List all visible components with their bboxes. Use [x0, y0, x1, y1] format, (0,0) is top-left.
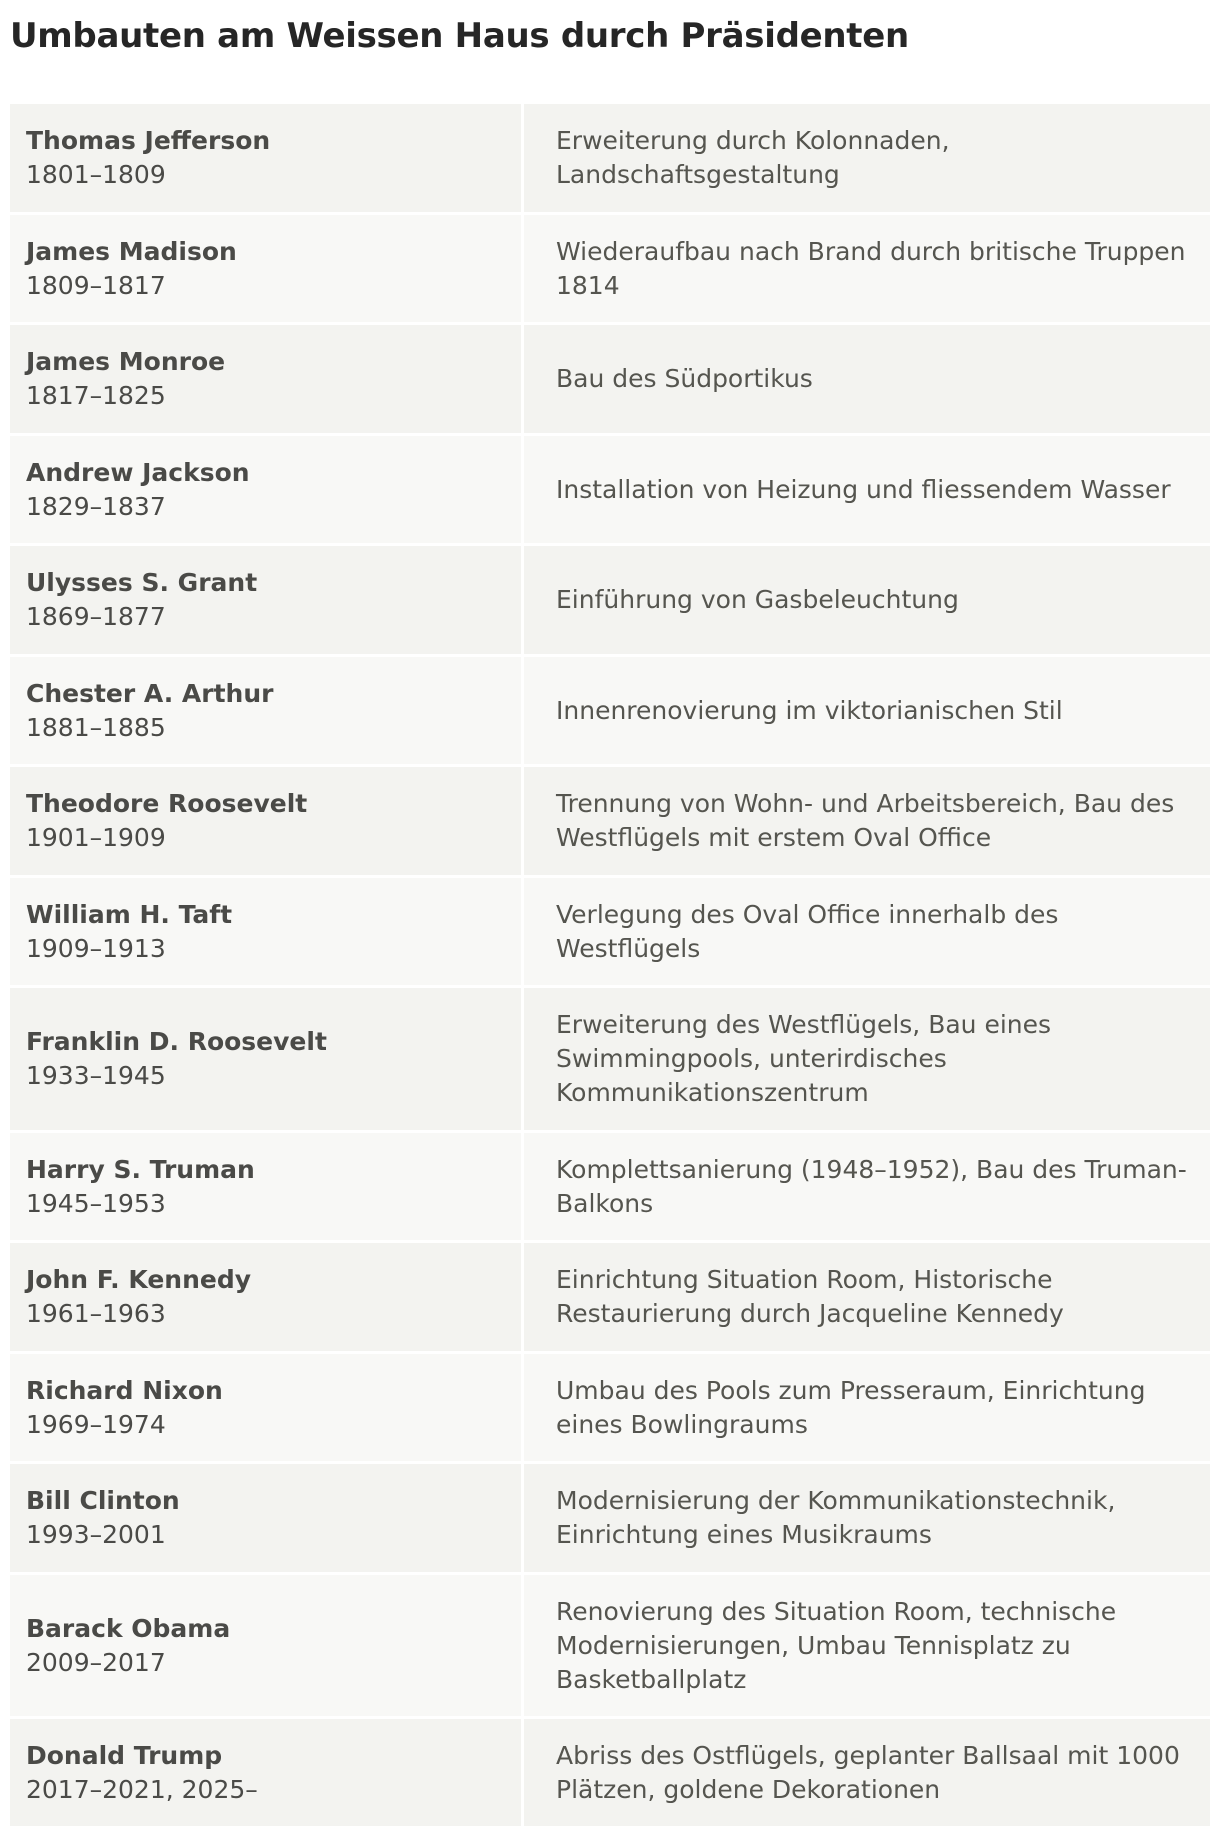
president-name: James Madison: [26, 236, 237, 266]
table-row: [10, 104, 1210, 215]
term-of-office: 2017–2021, 2025–: [26, 1774, 258, 1804]
president-cell: [10, 767, 524, 875]
president-name: William H. Taft: [26, 899, 233, 929]
president-name: Bill Clinton: [26, 1486, 180, 1515]
renovation-cell: [524, 1243, 1210, 1351]
renovation-description: Trennung von Wohn- und Arbeitsbereich, Bau des Westflügels mit erstem Oval Office: [556, 789, 1175, 852]
president-name: Barack Obama: [26, 1613, 231, 1643]
table-row: [10, 988, 1210, 1133]
renovation-description: Verlegung des Oval Office innerhalb des Westflügels: [556, 899, 1059, 963]
table-row: [10, 767, 1210, 878]
president-cell: [10, 546, 524, 654]
table-row: [10, 1719, 1210, 1829]
table-title: Umbauten am Weissen Haus durch Präsidenten: [10, 16, 909, 56]
renovation-cell: [524, 988, 1210, 1130]
renovation-cell: [524, 1575, 1210, 1716]
president-cell: [10, 1243, 524, 1351]
term-of-office: 1961–1963: [26, 1299, 166, 1328]
renovation-cell: [524, 215, 1210, 322]
president-name: Harry S. Truman: [26, 1154, 255, 1184]
renovation-description: Innenrenovierung im viktorianischen Stil: [556, 695, 1063, 725]
term-of-office: 1909–1913: [26, 933, 166, 963]
renovation-cell: [524, 1354, 1210, 1461]
table-row: [10, 436, 1210, 546]
term-of-office: 1945–1953: [26, 1188, 166, 1218]
renovation-description: Umbau des Pools zum Presseraum, Einrichtung eines Bowlingraums: [556, 1375, 1146, 1439]
renovation-description: Erweiterung des Westflügels, Bau eines Swimmingpools, unterirdisches Kommunikationszentrum: [556, 1010, 1052, 1107]
renovation-cell: [524, 325, 1210, 433]
table-row: [10, 215, 1210, 325]
renovation-cell: [524, 436, 1210, 543]
president-cell: [10, 325, 524, 433]
president-cell: [10, 1464, 524, 1572]
president-cell: [10, 657, 524, 764]
renovation-description: Komplettsanierung (1948–1952), Bau des Truman-Balkons: [556, 1154, 1187, 1218]
president-name: John F. Kennedy: [26, 1265, 252, 1294]
term-of-office: 1829–1837: [26, 491, 166, 521]
renovation-description: Abriss des Ostflügels, geplanter Ballsaal mit 1000 Plätzen, goldene Dekorationen: [556, 1740, 1180, 1804]
president-cell: [10, 1719, 524, 1826]
table-row: [10, 878, 1210, 988]
president-name: Theodore Roosevelt: [26, 789, 308, 818]
president-name: Donald Trump: [26, 1740, 223, 1770]
table-row: [10, 657, 1210, 767]
renovation-description: Einrichtung Situation Room, Historische Restaurierung durch Jacqueline Kennedy: [556, 1265, 1064, 1328]
table-row: [10, 546, 1210, 657]
president-name: Thomas Jefferson: [26, 126, 271, 155]
renovation-cell: [524, 657, 1210, 764]
renovation-cell: [524, 104, 1210, 212]
renovation-description: Einführung von Gasbeleuchtung: [556, 585, 959, 614]
term-of-office: 1801–1809: [26, 160, 166, 189]
president-name: Ulysses S. Grant: [26, 568, 258, 597]
renovation-description: Erweiterung durch Kolonnaden, Landschaftsgestaltung: [556, 126, 950, 189]
table-row: [10, 325, 1210, 436]
term-of-office: 1869–1877: [26, 602, 166, 631]
renovations-table: [10, 104, 1210, 1829]
table-row: [10, 1133, 1210, 1243]
president-cell: [10, 104, 524, 212]
table-row: [10, 1575, 1210, 1719]
president-name: Andrew Jackson: [26, 457, 250, 487]
table-row: [10, 1354, 1210, 1464]
renovation-description: Wiederaufbau nach Brand durch britische Truppen 1814: [556, 236, 1186, 300]
term-of-office: 1993–2001: [26, 1520, 166, 1549]
president-cell: [10, 436, 524, 543]
president-cell: [10, 878, 524, 985]
term-of-office: 1901–1909: [26, 823, 166, 852]
renovation-cell: [524, 1464, 1210, 1572]
table-row: [10, 1243, 1210, 1354]
renovation-cell: [524, 546, 1210, 654]
term-of-office: 1933–1945: [26, 1061, 166, 1090]
renovation-cell: [524, 1133, 1210, 1240]
renovation-cell: [524, 767, 1210, 875]
president-cell: [10, 1354, 524, 1461]
renovation-description: Installation von Heizung und fliessendem Wasser: [556, 474, 1171, 504]
renovation-description: Renovierung des Situation Room, technische Modernisierungen, Umbau Tennisplatz zu Basketballplatz: [556, 1596, 1117, 1694]
term-of-office: 1817–1825: [26, 381, 166, 410]
term-of-office: 1881–1885: [26, 712, 166, 742]
president-cell: [10, 215, 524, 322]
president-cell: [10, 1133, 524, 1240]
president-name: James Monroe: [26, 347, 226, 376]
renovation-description: Bau des Südportikus: [556, 364, 813, 393]
president-name: Chester A. Arthur: [26, 678, 274, 708]
president-cell: [10, 988, 524, 1130]
term-of-office: 1809–1817: [26, 270, 166, 300]
term-of-office: 2009–2017: [26, 1647, 166, 1677]
president-name: Richard Nixon: [26, 1375, 223, 1405]
president-cell: [10, 1575, 524, 1716]
renovation-cell: [524, 878, 1210, 985]
term-of-office: 1969–1974: [26, 1409, 166, 1439]
renovation-cell: [524, 1719, 1210, 1826]
table-row: [10, 1464, 1210, 1575]
president-name: Franklin D. Roosevelt: [26, 1027, 327, 1056]
renovation-description: Modernisierung der Kommunikationstechnik, Einrichtung eines Musikraums: [556, 1486, 1116, 1549]
